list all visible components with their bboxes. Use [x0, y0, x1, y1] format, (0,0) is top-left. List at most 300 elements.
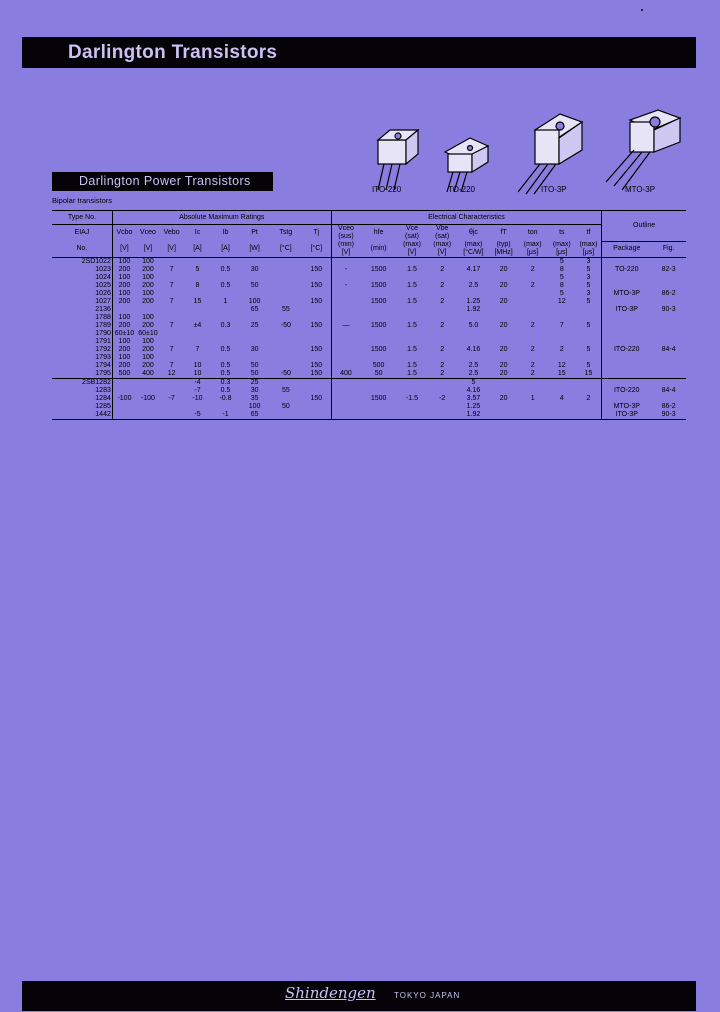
table-cell: 20	[499, 370, 508, 377]
table-cell: 150	[302, 282, 331, 290]
table-cell: 2	[576, 395, 602, 403]
table-cell	[651, 274, 686, 282]
table-cell: 4	[559, 395, 564, 402]
unit-header: [A]	[183, 241, 211, 258]
table-cell	[457, 330, 489, 338]
table-cell	[302, 290, 331, 298]
table-row	[52, 338, 686, 346]
table-cell: 2	[440, 322, 445, 329]
table-cell	[270, 298, 302, 306]
table-cell	[302, 387, 331, 395]
table-cell: 200	[118, 282, 131, 289]
table-cell	[602, 282, 652, 290]
table-cell: 1500	[370, 322, 387, 329]
table-cell: 7	[169, 362, 174, 369]
table-cell	[302, 274, 331, 282]
table-cell: 200	[118, 266, 131, 273]
table-cell	[457, 290, 489, 298]
table-cell: 20	[499, 346, 508, 353]
table-row	[52, 258, 686, 267]
table-cell	[331, 274, 360, 282]
table-row	[52, 346, 686, 354]
table-cell	[490, 258, 518, 267]
table-cell	[136, 403, 160, 411]
table-cell	[518, 298, 548, 306]
elec-char-header: Electrical Characteristics	[331, 211, 602, 225]
table-cell	[602, 330, 652, 338]
table-cell: 15	[193, 298, 202, 305]
table-cell	[160, 338, 184, 346]
table-cell: 1.5	[407, 322, 417, 329]
table-cell: -0.8	[219, 395, 232, 402]
table-cell: 5	[576, 346, 602, 354]
table-cell	[331, 338, 360, 346]
table-cell	[548, 330, 576, 338]
col-header: hfe	[373, 229, 384, 236]
table-cell: 5	[576, 298, 602, 306]
table-cell: 20	[499, 395, 508, 402]
table-cell	[160, 379, 184, 388]
table-cell	[518, 314, 548, 322]
table-cell	[397, 306, 427, 314]
table-cell	[331, 362, 360, 370]
table-cell	[457, 274, 489, 282]
table-cell: 20	[499, 298, 508, 305]
table-cell: 15	[576, 370, 602, 379]
table-row	[52, 314, 686, 322]
unit-header: (max) [V]	[397, 241, 427, 258]
table-row	[52, 274, 686, 282]
unit-header: [°C]	[302, 241, 331, 258]
col-header: Vcbo	[116, 229, 133, 236]
unit-header: (max) [V]	[427, 241, 457, 258]
table-cell: 100	[248, 403, 261, 410]
table-cell: 200	[118, 322, 131, 329]
table-cell: 1.5	[407, 362, 417, 369]
table-cell	[651, 330, 686, 338]
table-cell	[331, 346, 360, 354]
table-cell: 1.5	[407, 266, 417, 273]
type-no-cell: 1283	[52, 387, 112, 395]
table-cell	[302, 411, 331, 420]
type-no-cell: 1025	[52, 282, 112, 290]
unit-header: [A]	[211, 241, 239, 258]
table-cell	[548, 338, 576, 346]
table-cell	[160, 314, 184, 322]
table-cell: 100	[118, 258, 131, 265]
type-no-cell: 1791	[52, 338, 112, 346]
table-cell	[518, 274, 548, 282]
table-cell: 100	[118, 314, 131, 321]
table-cell	[160, 258, 184, 267]
unit-header: [V]	[160, 241, 184, 258]
type-no-cell: 1789	[52, 322, 112, 330]
table-cell: 7	[169, 298, 174, 305]
table-cell: 2	[559, 346, 564, 353]
unit-header: (min) [V]	[331, 241, 360, 258]
table-cell: 1.25	[466, 403, 481, 410]
table-cell: 3	[576, 258, 602, 267]
table-cell: 25	[250, 379, 259, 386]
table-cell: -50	[280, 322, 291, 329]
table-cell: 2	[440, 346, 445, 353]
type-no-cell: 1795	[52, 370, 112, 379]
table-cell	[518, 411, 548, 420]
table-cell	[302, 258, 331, 267]
table-cell: ITO-220	[613, 346, 640, 353]
unit-header: (max) [°C/W]	[457, 241, 489, 258]
table-cell: 2	[530, 362, 535, 369]
table-cell: 5	[559, 274, 564, 281]
table-cell	[302, 314, 331, 322]
table-cell	[331, 290, 360, 298]
table-cell: -100	[140, 395, 155, 402]
table-cell	[112, 411, 136, 420]
table-cell: 8	[195, 282, 200, 289]
table-cell: 30	[250, 346, 259, 353]
table-cell	[651, 395, 686, 403]
table-cell: -7	[168, 395, 175, 402]
col-header: Vebo	[163, 229, 180, 236]
table-cell	[360, 290, 397, 298]
table-cell	[136, 306, 160, 314]
table-cell	[602, 338, 652, 346]
table-cell: 5	[576, 362, 602, 370]
table-cell: 0.5	[220, 387, 231, 394]
table-cell: 90-3	[661, 306, 676, 313]
table-cell	[112, 306, 136, 314]
table-cell	[576, 403, 602, 411]
table-cell: 20	[499, 362, 508, 369]
unit-header: [V]	[136, 241, 160, 258]
table-cell	[270, 274, 302, 282]
table-cell: 1.5	[407, 282, 417, 289]
unit-header: [°C]	[270, 241, 302, 258]
table-cell	[360, 314, 397, 322]
table-row	[52, 411, 686, 420]
table-cell	[160, 290, 184, 298]
table-cell	[518, 258, 548, 267]
col-header: Ic	[194, 229, 201, 236]
table-cell	[270, 354, 302, 362]
table-cell	[302, 306, 331, 314]
table-cell	[427, 379, 457, 388]
table-cell	[397, 258, 427, 267]
table-cell	[427, 403, 457, 411]
to-220-illustration	[445, 138, 488, 192]
type-no-cell: 1442	[52, 411, 112, 420]
type-no-cell: 1794	[52, 362, 112, 370]
table-cell	[270, 395, 302, 403]
table-cell: 1.92	[466, 411, 481, 418]
table-cell	[360, 403, 397, 411]
table-cell	[490, 314, 518, 322]
table-cell: -4	[194, 379, 201, 386]
table-cell: 0.3	[220, 322, 231, 329]
table-cell: 8	[559, 282, 564, 289]
fig-header: Fig.	[651, 241, 686, 258]
no-header: No.	[52, 241, 112, 258]
table-cell: 500	[372, 362, 385, 369]
table-cell: 65	[250, 306, 259, 313]
table-cell	[602, 395, 652, 403]
page-mark	[641, 9, 643, 11]
table-cell: 10	[193, 370, 202, 377]
table-cell: 100	[118, 338, 131, 345]
table-cell	[602, 370, 652, 379]
table-cell: 100	[118, 354, 131, 361]
col-header: Vceo (sus)	[338, 225, 354, 240]
table-cell	[518, 354, 548, 362]
table-cell: 1500	[370, 346, 387, 353]
table-cell	[548, 306, 576, 314]
table-cell	[360, 330, 397, 338]
table-cell: 100	[142, 258, 154, 265]
table-cell	[360, 354, 397, 362]
table-cell	[160, 387, 184, 395]
table-cell: ITO-3P	[615, 411, 638, 418]
table-cell	[360, 338, 397, 346]
table-cell: 65	[250, 411, 259, 418]
outline-header: Outline	[602, 211, 686, 242]
table-cell: 4.16	[466, 346, 481, 353]
unit-header: [V]	[112, 241, 136, 258]
package-label: ITO-3P	[541, 185, 567, 194]
table-cell: 150	[302, 362, 331, 370]
table-cell: 25	[250, 322, 259, 329]
table-cell	[160, 330, 184, 338]
table-cell	[183, 258, 211, 267]
table-cell: 84-4	[661, 346, 676, 353]
table-cell: -7	[194, 387, 201, 394]
table-cell	[427, 387, 457, 395]
table-cell	[602, 314, 652, 322]
table-cell	[651, 354, 686, 362]
table-cell: 12	[167, 370, 176, 377]
table-cell: 5	[559, 290, 564, 297]
table-cell	[240, 330, 270, 338]
unit-header: (max) [μs]	[548, 241, 576, 258]
table-cell: 86-2	[661, 290, 676, 297]
table-cell	[360, 411, 397, 420]
eiaj-header: EIAJ	[52, 225, 112, 242]
table-cell	[602, 362, 652, 370]
table-cell	[397, 379, 427, 388]
table-cell	[397, 274, 427, 282]
table-cell: 1.5	[407, 370, 417, 377]
table-cell: 0.5	[220, 282, 231, 289]
table-cell: TO-220	[614, 266, 639, 273]
table-cell	[302, 379, 331, 388]
table-cell: 7	[559, 322, 564, 329]
ito-220-illustration	[378, 130, 418, 190]
table-cell: 200	[142, 282, 154, 289]
type-no-cell: 1284	[52, 395, 112, 403]
table-row	[52, 266, 686, 274]
table-cell	[270, 290, 302, 298]
table-row	[52, 290, 686, 298]
table-cell: 50	[250, 362, 259, 369]
table-cell: 0.5	[220, 370, 231, 377]
table-cell: 1.92	[466, 306, 481, 313]
table-cell: 100	[142, 314, 154, 321]
table-cell: 7	[195, 346, 200, 353]
table-cell: 5	[576, 322, 602, 330]
table-cell	[331, 395, 360, 403]
table-cell	[211, 330, 239, 338]
table-cell	[457, 354, 489, 362]
table-cell: 100	[142, 274, 154, 281]
table-cell: 82-3	[661, 266, 676, 273]
table-cell	[651, 379, 686, 388]
table-cell: 100	[142, 290, 154, 297]
table-cell	[548, 314, 576, 322]
type-no-cell: 1788	[52, 314, 112, 322]
table-cell: 5	[576, 282, 602, 290]
table-cell	[490, 306, 518, 314]
table-cell	[211, 274, 239, 282]
table-cell	[490, 354, 518, 362]
table-cell: 0.5	[220, 362, 231, 369]
table-cell: 2	[530, 282, 535, 289]
table-row	[52, 282, 686, 290]
table-cell	[331, 298, 360, 306]
table-cell	[211, 403, 239, 411]
footer-bar	[22, 981, 696, 1011]
table-cell: 200	[142, 362, 154, 369]
table-cell: -	[344, 266, 348, 273]
table-cell	[211, 338, 239, 346]
table-cell: 2	[440, 362, 445, 369]
col-header: ton	[527, 229, 538, 236]
col-header: Vceo	[139, 229, 156, 236]
table-cell: 2.5	[468, 362, 479, 369]
table-cell: 1500	[370, 266, 387, 273]
package-label: TO-220	[448, 185, 475, 194]
table-cell	[518, 379, 548, 388]
table-cell	[651, 370, 686, 379]
table-cell	[427, 411, 457, 420]
section-title: Darlington Power Transistors	[79, 174, 251, 188]
table-cell	[427, 338, 457, 346]
col-header: θjc	[468, 229, 478, 236]
table-cell: 150	[302, 370, 331, 379]
table-cell	[331, 387, 360, 395]
table-cell	[270, 379, 302, 388]
table-cell	[136, 387, 160, 395]
table-cell: 35	[250, 395, 259, 402]
table-cell	[602, 322, 652, 330]
table-cell	[457, 338, 489, 346]
table-cell	[160, 306, 184, 314]
table-cell	[240, 314, 270, 322]
table-cell: ITO-3P	[615, 306, 638, 313]
table-cell: 20	[499, 322, 508, 329]
table-cell	[548, 411, 576, 420]
table-cell: 90-3	[661, 411, 676, 418]
table-row	[52, 298, 686, 306]
table-cell	[651, 282, 686, 290]
abs-max-header: Absolute Maximum Ratings	[112, 211, 331, 225]
table-cell	[576, 354, 602, 362]
table-cell	[518, 338, 548, 346]
table-cell	[211, 314, 239, 322]
unit-header: (typ) [MHz]	[490, 241, 518, 258]
table-cell: 5	[195, 266, 200, 273]
table-cell: 10	[193, 362, 202, 369]
col-header: fT	[500, 229, 507, 236]
table-cell	[490, 379, 518, 388]
table-cell: 86-2	[661, 403, 676, 410]
table-cell	[270, 266, 302, 274]
table-cell: 12	[557, 362, 566, 369]
table-cell	[270, 258, 302, 267]
type-no-cell: 1024	[52, 274, 112, 282]
type-no-header: Type No.	[52, 211, 112, 225]
table-cell: 100	[142, 338, 154, 345]
table-cell: MTO-3P	[613, 403, 640, 410]
table-cell	[240, 258, 270, 267]
table-cell: -1	[222, 411, 229, 418]
table-cell: 2	[530, 346, 535, 353]
table-cell: 0.5	[220, 266, 231, 273]
table-cell	[160, 354, 184, 362]
table-cell: 1.25	[466, 298, 481, 305]
table-cell	[331, 258, 360, 267]
mto-3p-illustration	[606, 110, 680, 190]
table-cell: 200	[118, 298, 131, 305]
table-cell	[397, 354, 427, 362]
table-cell	[397, 403, 427, 411]
table-cell	[576, 387, 602, 395]
col-header: ts	[559, 229, 565, 236]
table-cell: 150	[302, 322, 331, 330]
table-cell	[651, 258, 686, 267]
table-cell: 1500	[370, 282, 387, 289]
table-cell	[397, 411, 427, 420]
table-cell	[518, 290, 548, 298]
table-cell: 200	[142, 322, 154, 329]
table-cell	[518, 330, 548, 338]
table-cell	[240, 290, 270, 298]
table-cell: —	[342, 322, 350, 329]
table-cell	[211, 354, 239, 362]
table-cell: 2	[440, 266, 445, 273]
table-cell: 3	[576, 290, 602, 298]
table-cell	[360, 274, 397, 282]
page-title: Darlington Transistors	[68, 42, 278, 63]
table-cell: 100	[118, 290, 131, 297]
table-cell	[183, 354, 211, 362]
table-cell	[136, 411, 160, 420]
table-cell: 400	[142, 370, 154, 377]
table-cell: 2.5	[468, 370, 479, 377]
table-cell: 60±10	[138, 330, 158, 337]
table-cell	[576, 314, 602, 322]
table-cell	[302, 354, 331, 362]
table-cell: 500	[118, 370, 131, 377]
table-cell	[651, 314, 686, 322]
table-cell	[270, 362, 302, 370]
table-cell: 60±10	[114, 330, 135, 337]
table-cell: 5	[471, 379, 476, 386]
table-cell: 1	[223, 298, 228, 305]
table-cell	[602, 274, 652, 282]
table-cell	[112, 379, 136, 388]
table-row	[52, 370, 686, 379]
table-cell: ±4	[193, 322, 202, 329]
table-cell	[160, 411, 184, 420]
